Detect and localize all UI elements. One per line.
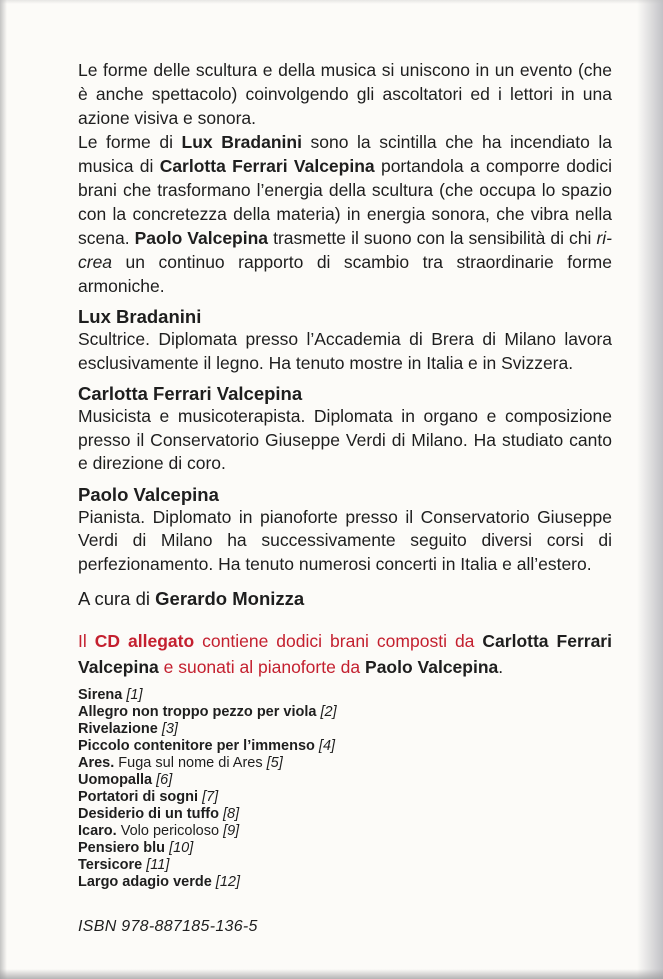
text-segment: [5] xyxy=(266,755,283,771)
text-segment: [10] xyxy=(169,840,194,856)
page-left-edge-shadow xyxy=(0,0,7,979)
isbn-line: ISBN 978-887185-136-5 xyxy=(78,918,258,935)
page-bottom-edge-shadow xyxy=(0,969,663,979)
bio-text: Scultrice. Diplomata presso l’Accademia di Brera di Milano lavora esclusivamente il legno. Ha tenuto mostre in Italia e in Svizzera. xyxy=(78,329,612,373)
text-segment: portandola a comporre dodici brani che trasformano l’energia della scultura (che occupa lo spazio con la concretezza della materia) in energia sonora, che vibra nella scena. xyxy=(78,156,612,248)
track-list-item xyxy=(78,687,612,704)
text-segment: Volo pericoloso xyxy=(116,823,224,839)
text-segment: Carlotta Ferrari Valcepina xyxy=(78,631,612,677)
text-segment: Il xyxy=(78,631,95,651)
text-segment: Portatori di sogni xyxy=(78,789,203,805)
text-segment: . xyxy=(498,657,504,677)
text-segment: Ares. xyxy=(78,755,115,771)
page-right-edge-shadow xyxy=(637,0,663,979)
cd-note xyxy=(78,628,612,680)
text-segment: Paolo Valcepina xyxy=(365,657,499,677)
track-list-item xyxy=(78,738,612,755)
text-segment: ri-crea xyxy=(78,228,613,272)
text-segment: Carlotta Ferrari Valcepina xyxy=(159,156,375,176)
text-segment: Sirena xyxy=(78,687,127,703)
track-list-item xyxy=(78,823,612,840)
text-segment: Lux Bradanini xyxy=(181,132,302,152)
track-list-item xyxy=(78,789,612,806)
text-segment: [1] xyxy=(126,687,143,703)
bio-text: Pianista. Diplomato in pianoforte presso il Conservatorio Giuseppe Verdi di Milano ha successivamente seguito diversi corsi di perfezionamento. Ha tenuto numerosi concerti in Italia e all’estero. xyxy=(78,506,612,574)
text-segment: Paolo Valcepina xyxy=(134,228,269,248)
text-segment: sono la scintilla che ha incendiato la musica di xyxy=(78,132,613,176)
bio-name-heading: Paolo Valcepina xyxy=(78,483,219,505)
intro-paragraph-1 xyxy=(78,58,612,130)
bio-carlotta-ferrari-valcepina xyxy=(78,382,612,476)
track-list-item xyxy=(78,704,612,721)
text-segment: Tersicore xyxy=(78,857,147,873)
track-list-item xyxy=(78,840,612,857)
track-list-item xyxy=(78,755,612,772)
track-list-item xyxy=(78,874,612,891)
text-segment: [7] xyxy=(202,789,219,805)
text-segment: un continuo rapporto di scambio tra straordinarie forme armoniche. xyxy=(78,252,612,296)
bio-name-heading: Carlotta Ferrari Valcepina xyxy=(78,383,303,404)
track-list-item xyxy=(78,857,612,874)
bio-name-heading: Lux Bradanini xyxy=(78,306,202,327)
text-segment: e suonati al pianoforte da xyxy=(158,657,366,677)
page-top-edge-shadow xyxy=(0,0,663,4)
text-segment: [2] xyxy=(320,704,337,720)
curator-line xyxy=(78,587,612,611)
text-segment: A cura di xyxy=(78,588,156,609)
text-segment: Uomopalla xyxy=(78,772,157,788)
track-list-item xyxy=(78,721,612,738)
text-segment: CD allegato xyxy=(94,631,195,651)
text-segment: Piccolo contenitore per l’immenso xyxy=(78,738,319,754)
text-segment: contiene dodici brani composti da xyxy=(194,631,483,651)
bio-lux-bradanini xyxy=(78,305,612,375)
text-segment: [11] xyxy=(146,857,170,873)
text-segment: [4] xyxy=(318,738,336,754)
text-segment: Rivelazione xyxy=(78,721,162,737)
intro-paragraph-2 xyxy=(78,130,612,298)
text-segment: [6] xyxy=(156,772,173,788)
text-segment: Largo adagio verde xyxy=(78,874,216,890)
text-segment: [9] xyxy=(223,823,240,839)
text-segment: [8] xyxy=(223,806,240,822)
text-segment: Pensiero blu xyxy=(78,840,170,856)
bio-paolo-valcepina xyxy=(78,483,612,577)
track-list-item xyxy=(78,772,612,789)
text-segment: Le forme delle scultura e della musica si uniscono in un evento (che è anche spettacolo) coinvolgendo gli ascoltatori ed i lettori in una azione visiva e sonora. xyxy=(78,60,612,128)
text-segment: Le forme di xyxy=(78,132,182,152)
bio-text: Musicista e musicoterapista. Diplomata in organo e composizione presso il Conservatorio Giuseppe Verdi di Milano. Ha studiato canto e direzione di coro. xyxy=(78,406,612,473)
text-segment: [3] xyxy=(161,721,178,737)
track-list-item xyxy=(78,806,612,823)
text-segment: Gerardo Monizza xyxy=(155,588,305,609)
text-segment: [12] xyxy=(215,874,240,890)
text-segment: Desiderio di un tuffo xyxy=(78,806,223,822)
text-segment: trasmette il suono con la sensibilità di chi xyxy=(268,228,597,248)
text-segment: Fuga sul nome di Ares xyxy=(114,755,267,771)
text-segment: Icaro. xyxy=(78,823,117,839)
text-segment: Allegro non troppo pezzo per viola xyxy=(78,704,321,720)
intro-section xyxy=(78,58,612,298)
track-list xyxy=(78,687,612,891)
